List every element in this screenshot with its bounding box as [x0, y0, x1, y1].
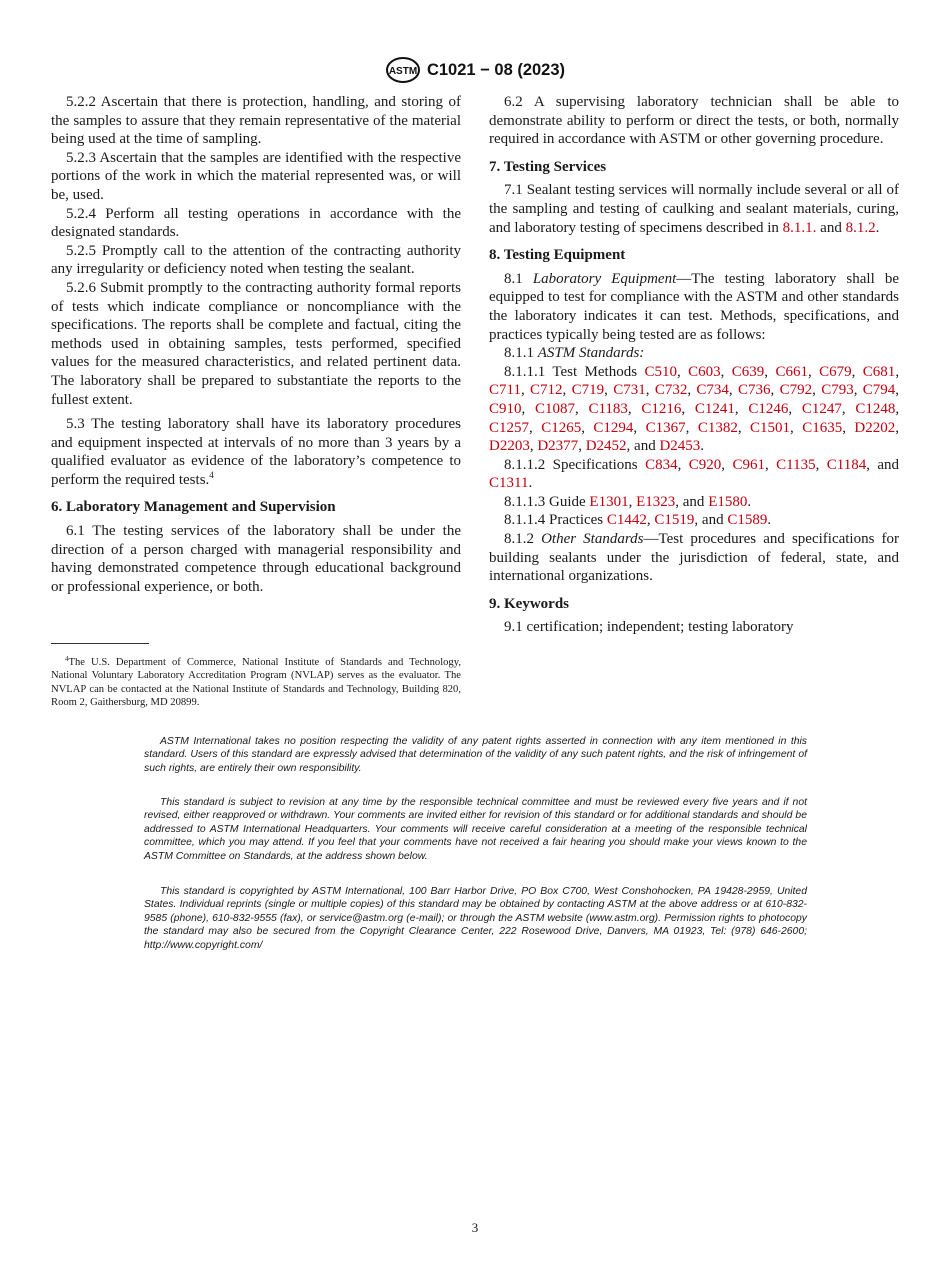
standard-ref-link[interactable]: C1257 [489, 419, 530, 436]
paragraph-8-1-2: 8.1.2 Other Standards—Test procedures and specifications for building sealants under the jurisdiction of federal, state, and international organizations. [489, 531, 900, 585]
page-number: 3 [471, 1220, 479, 1235]
standard-ref-link[interactable]: E1580 [708, 493, 748, 510]
logo-text: ASTM [388, 66, 418, 77]
section-8-heading: 8. Testing Equipment [489, 247, 626, 264]
astm-logo-icon [385, 57, 421, 83]
standard-ref-link[interactable]: C510 [644, 363, 677, 380]
standard-ref-link[interactable]: C734 [696, 382, 729, 399]
standard-ref-link[interactable]: C1519 [654, 512, 695, 529]
paragraph-8-1-1: 8.1.1 ASTM Standards: [504, 345, 645, 362]
paragraph-5-2-2: 5.2.2 Ascertain that there is protection, handling, and storing of the samples to assure that they remain representative of the material being used at the time of sampling. [51, 94, 461, 148]
standard-ref-link[interactable]: C793 [821, 382, 854, 399]
paragraph-8-1-1-2: 8.1.1.2 Specifications C834, C920, C961, C1135, C1184, and C1311. [489, 456, 900, 492]
standard-ref-link[interactable]: C681 [862, 363, 896, 380]
paragraph-9-1: 9.1 certification; independent; testing laboratory [504, 619, 794, 636]
left-column [51, 93, 461, 596]
standard-ref-link[interactable]: C1183 [588, 400, 628, 417]
paragraph-6-2: 6.2 A supervising laboratory technician shall be able to demonstrate ability to perform or direct the tests, or both, normally required in accordance with ASTM or other governing procedure. [489, 94, 899, 148]
standard-ref-link[interactable]: C1367 [645, 419, 686, 436]
standard-ref-link[interactable]: E1323 [636, 493, 676, 510]
paragraph-6-1: 6.1 The testing services of the laboratory shall be under the direction of a person charged with managerial responsibility and having demonstrated competence through educational background or professional experience, or both. [51, 523, 461, 595]
standard-ref-link[interactable]: C834 [645, 456, 678, 473]
paragraph-5-2-6: 5.2.6 Submit promptly to the contracting authority formal reports of tests which indicate compliance or noncompliance with the specifications. The reports shall be complete and factual, citing the methods used in obtaining samples, tests performed, specified values for the measured characteristics, and related pertinent data. The laboratory shall be prepared to substantiate the reports to the fullest extent. [51, 279, 461, 408]
section-7-heading: 7. Testing Services [489, 158, 607, 175]
patent-notice: ASTM International takes no position respecting the validity of any patent rights asserted in connection with any item mentioned in this standard. Users of this standard are expressly advised that determination of the validity of any such patent rights, and the risk of infringement of such rights, are entirely their own responsibility. [144, 736, 807, 774]
standard-ref-link[interactable]: C1589 [727, 512, 768, 529]
section-9-heading: 9. Keywords [489, 595, 569, 612]
right-column [489, 93, 899, 637]
footnote-divider [51, 643, 149, 644]
standard-ref-link[interactable]: D2377 [537, 438, 579, 455]
standard-ref-link[interactable]: C712 [530, 382, 563, 399]
standard-ref-link[interactable]: D2202 [854, 419, 896, 436]
standard-ref-link[interactable]: C719 [571, 382, 605, 399]
standard-designation: C1021 − 08 (2023) [426, 60, 566, 79]
link-8-1-1[interactable]: 8.1.1. [782, 219, 817, 236]
standard-ref-link[interactable]: C1216 [641, 400, 682, 417]
paragraph-8-1-1-4: 8.1.1.4 Practices C1442, C1519, and C1589. [504, 512, 772, 529]
standard-ref-link[interactable]: C1087 [534, 400, 575, 417]
standard-ref-link[interactable]: C1311 [489, 475, 529, 492]
standard-ref-link[interactable]: C736 [738, 382, 771, 399]
specifications-list: C834, C920, C961, C1135, C1184, and C1311 [489, 456, 900, 492]
guides-list: E1301, E1323, and E1580 [589, 493, 748, 510]
paragraph-8-1-1-1: 8.1.1.1 Test Methods C510, C603, C639, C661, C679, C681, C711, C712, C719, C731, C732, C734, C736, C792, C793, C794, C910, C1087, C1183, C1216, C1241, C1246, C1247, C1248, C1257, C1265, C1294, C1367, C1382, C1501, C1635, D2202, D2203, D2377, D2452, and D2453. [489, 363, 900, 455]
revision-notice: This standard is subject to revision at any time by the responsible technical committee and must be reviewed every five years and if not revised, either reapproved or withdrawn. Your comments are invited either for revision of this standard or for additional standards and should be addressed to ASTM International Headquarters. Your comments will receive careful consideration at a meeting of the responsible technical committee, which you may attend. If you feel that your comments have not received a fair hearing you should make your views known to the ASTM Committee on Standards, at the address shown below. [144, 797, 807, 862]
standard-ref-link[interactable]: C961 [732, 456, 765, 473]
standard-ref-link[interactable]: C603 [688, 363, 721, 380]
standard-ref-link[interactable]: C1246 [748, 400, 789, 417]
standard-ref-link[interactable]: D2453 [659, 438, 701, 455]
standard-ref-link[interactable]: C731 [613, 382, 646, 399]
standard-ref-link[interactable]: C1635 [802, 419, 843, 436]
standard-ref-link[interactable]: C1294 [593, 419, 634, 436]
standard-ref-link[interactable]: C1241 [694, 400, 735, 417]
paragraph-8-1-1-3: 8.1.1.3 Guide E1301, E1323, and E1580. [504, 493, 752, 510]
standard-ref-link[interactable]: C1382 [697, 419, 738, 436]
standard-ref-link[interactable]: C920 [688, 456, 722, 473]
standard-ref-link[interactable]: C910 [489, 400, 522, 417]
section-6-heading: 6. Laboratory Management and Supervision [51, 499, 336, 516]
paragraph-5-2-3: 5.2.3 Ascertain that the samples are identified with the respective portions of the work in which the material represented was, or will be, used. [51, 149, 461, 203]
standard-ref-link[interactable]: D2203 [489, 438, 530, 455]
practices-list: C1442, C1519, and C1589 [606, 512, 768, 529]
standard-ref-link[interactable]: C1184 [826, 456, 867, 473]
standard-ref-link[interactable]: C679 [819, 363, 852, 380]
paragraph-5-3: 5.3 The testing laboratory shall have its laboratory procedures and equipment inspected at intervals of no more than 3 years by a qualified evaluator as evidence of the laboratory’s competence to perform the required tests.$^4$ [51, 416, 461, 488]
standard-ref-link[interactable]: C1501 [750, 419, 791, 436]
copyright-notice: This standard is copyrighted by ASTM International, 100 Barr Harbor Drive, PO Box C700, West Conshohocken, PA 19428-2959, United States. Individual reprints (single or multiple copies) of this standard may be obtained by contacting ASTM at the above address or at 610-832-9585 (phone), 610-832-9555 (fax), or service@astm.org (e-mail); or through the ASTM website (www.astm.org). Permission rights to photocopy the standard may also be secured from the Copyright Clearance Center, 222 Rosewood Drive, Danvers, MA 01923, Tel: (978) 646-2600; http://www.copyright.com/ [144, 886, 807, 951]
standard-ref-link[interactable]: C1248 [855, 400, 896, 417]
standard-ref-link[interactable]: C1247 [801, 400, 842, 417]
standard-ref-link[interactable]: C732 [654, 382, 688, 399]
standard-ref-link[interactable]: C794 [862, 382, 896, 399]
standard-ref-link[interactable]: C1265 [541, 419, 582, 436]
footnote-ref-4[interactable]: 4 [209, 469, 214, 480]
paragraph-5-2-4: 5.2.4 Perform all testing operations in accordance with the designated standards. [51, 205, 461, 241]
standard-ref-link[interactable]: C792 [779, 382, 813, 399]
standard-ref-link[interactable]: E1301 [589, 493, 629, 510]
page-header [0, 57, 950, 83]
standard-ref-link[interactable]: D2452 [585, 438, 627, 455]
standard-ref-link[interactable]: C711 [489, 382, 521, 399]
footnote-4: $^4$The U.S. Department of Commerce, National Institute of Standards and Technology, National Voluntary Laboratory Accreditation Program (NVLAP) serves as the evaluator. The NVLAP can be contacted at the National Institute of Standards and Technology, Building 820, Room 2, Gaithersburg, MD 20899. [51, 655, 461, 709]
test-methods-list: C510, C603, C639, C661, C679, C681, C711, C712, C719, C731, C732, C734, C736, C792, C793, C794, C910, C1087, C1183, C1216, C1241, C1246, C1247, C1248, C1257, C1265, C1294, C1367, C1382, C1501, C1635, D2202, D2203, D2377, D2452, and D2453 [489, 363, 900, 455]
paragraph-7-1: 7.1 Sealant testing services will normally include several or all of the sampling and testing of caulking and sealant materials, curing, and laboratory testing of specimens described in 8.1.1. and 8.1.2. [489, 182, 899, 236]
link-8-1-2[interactable]: 8.1.2 [845, 219, 876, 236]
paragraph-8-1: 8.1 Laboratory Equipment—The testing laboratory shall be equipped to test for compliance with the ASTM and other standards the laboratory indicates it can test. Methods, specifications, and practices typically being tested are as follows: [489, 270, 899, 343]
standard-ref-link[interactable]: C1442 [606, 512, 647, 529]
standard-ref-link[interactable]: C1135 [776, 456, 816, 473]
standard-ref-link[interactable]: C639 [731, 363, 765, 380]
paragraph-5-2-5: 5.2.5 Promptly call to the attention of the contracting authority any irregularity or deficiency noted when testing the sealant. [51, 242, 461, 278]
standard-ref-link[interactable]: C661 [775, 363, 808, 380]
